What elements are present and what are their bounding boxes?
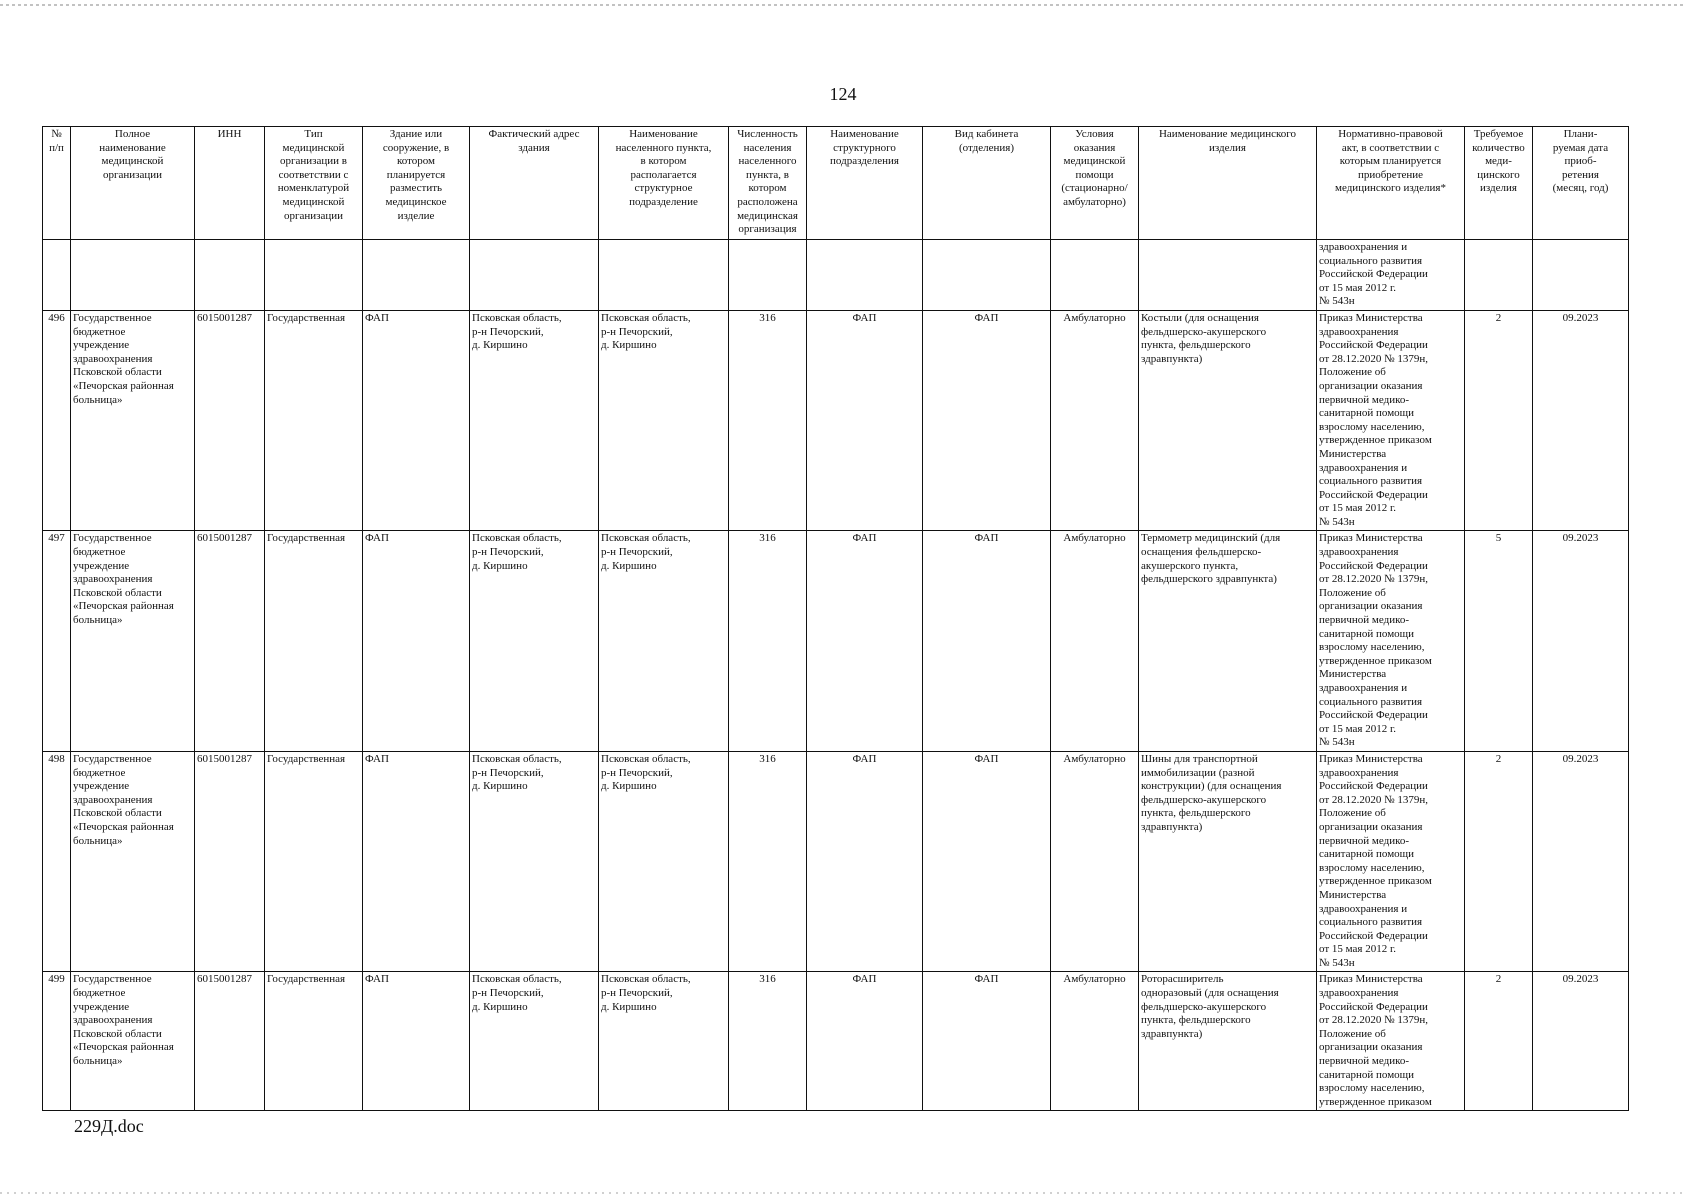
header-cabinet: Вид кабинета (отделения): [923, 127, 1051, 240]
document-filename: 229Д.doc: [74, 1116, 144, 1136]
header-locality: Наименование населенного пункта, в котором располагается структурное подразделение: [599, 127, 729, 240]
cell-num: 496: [43, 310, 71, 531]
cell-address: Псковская область, р-н Печорский, д. Киршино: [470, 531, 599, 752]
cell-org: Государственное бюджетное учреждение здравоохранения Псковской области «Печорская районная больница»: [71, 310, 195, 531]
header-conditions: Условия оказания медицинской помощи (стационарно/ амбулаторно): [1051, 127, 1139, 240]
cell-act: Приказ Министерства здравоохранения Российской Федерации от 28.12.2020 № 1379н, Положение об организации оказания первичной медико- санитарной помощи взрослому населению, утвержденное приказом Министерства здравоохранения и социального развития Российской Федерации от 15 мая 2012 г. № 543н: [1317, 751, 1465, 972]
cell-address: Псковская область, р-н Печорский, д. Киршино: [470, 972, 599, 1111]
medical-devices-table: [42, 126, 1629, 1111]
scan-edge-top: [0, 4, 1686, 6]
cell-conditions: Амбулаторно: [1051, 751, 1139, 972]
table-header-row: [43, 127, 1629, 240]
cell-date: 09.2023: [1533, 751, 1629, 972]
header-population: Численность населения населенного пункта, в котором расположена медицинская организация: [729, 127, 807, 240]
cell-act: здравоохранения и социального развития Российской Федерации от 15 мая 2012 г. № 543н: [1317, 240, 1465, 311]
cell-cabinet: ФАП: [923, 531, 1051, 752]
cell-type: Государственная: [265, 751, 363, 972]
cell-num: 497: [43, 531, 71, 752]
cell-inn: 6015001287: [195, 751, 265, 972]
table-row: [43, 751, 1629, 972]
cell-org: Государственное бюджетное учреждение здравоохранения Псковской области «Печорская районная больница»: [71, 531, 195, 752]
cell-building: ФАП: [363, 531, 470, 752]
header-inn: ИНН: [195, 127, 265, 240]
cell-device: Термометр медицинский (для оснащения фельдшерско- акушерского пункта, фельдшерского здравпункта): [1139, 531, 1317, 752]
cell-cabinet: ФАП: [923, 972, 1051, 1111]
cell-act: Приказ Министерства здравоохранения Российской Федерации от 28.12.2020 № 1379н, Положение об организации оказания первичной медико- санитарной помощи взрослому населению, утвержденное приказом: [1317, 972, 1465, 1111]
cell-act: Приказ Министерства здравоохранения Российской Федерации от 28.12.2020 № 1379н, Положение об организации оказания первичной медико- санитарной помощи взрослому населению, утвержденное приказом Министерства здравоохранения и социального развития Российской Федерации от 15 мая 2012 г. № 543н: [1317, 310, 1465, 531]
page-number: 124: [829, 84, 857, 104]
header-date: Плани- руемая дата приоб- ретения (месяц, год): [1533, 127, 1629, 240]
cell-cabinet: ФАП: [923, 751, 1051, 972]
cell-unit: ФАП: [807, 751, 923, 972]
cell-conditions: Амбулаторно: [1051, 310, 1139, 531]
header-qty: Требуемое количество меди- цинского изделия: [1465, 127, 1533, 240]
header-device: Наименование медицинского изделия: [1139, 127, 1317, 240]
cell-unit: ФАП: [807, 972, 923, 1111]
table-row: [43, 531, 1629, 752]
cell-device: Шины для транспортной иммобилизации (разной конструкции) (для оснащения фельдшерско-акушерского пункта, фельдшерского здравпункта): [1139, 751, 1317, 972]
cell-qty: 2: [1465, 310, 1533, 531]
cell-date: 09.2023: [1533, 972, 1629, 1111]
cell-cabinet: ФАП: [923, 310, 1051, 531]
cell-locality: Псковская область, р-н Печорский, д. Киршино: [599, 531, 729, 752]
header-type: Тип медицинской организации в соответствии с номенклатурой медицинской организации: [265, 127, 363, 240]
cell-device: Роторасширитель одноразовый (для оснащения фельдшерско-акушерского пункта, фельдшерского здравпункта): [1139, 972, 1317, 1111]
cell-building: ФАП: [363, 972, 470, 1111]
cell-inn: 6015001287: [195, 972, 265, 1111]
table-row: [43, 972, 1629, 1111]
cell-locality: Псковская область, р-н Печорский, д. Киршино: [599, 310, 729, 531]
cell-population: 316: [729, 751, 807, 972]
cell-address: Псковская область, р-н Печорский, д. Киршино: [470, 310, 599, 531]
cell-type: Государственная: [265, 531, 363, 752]
cell-population: 316: [729, 310, 807, 531]
cell-org: Государственное бюджетное учреждение здравоохранения Псковской области «Печорская районная больница»: [71, 972, 195, 1111]
cell-inn: 6015001287: [195, 310, 265, 531]
cell-qty: 2: [1465, 972, 1533, 1111]
header-org: Полное наименование медицинской организации: [71, 127, 195, 240]
cell-type: Государственная: [265, 310, 363, 531]
header-address: Фактический адрес здания: [470, 127, 599, 240]
cell-inn: 6015001287: [195, 531, 265, 752]
cell-building: ФАП: [363, 310, 470, 531]
cell-unit: ФАП: [807, 310, 923, 531]
scan-edge-bottom: [0, 1192, 1686, 1194]
cell-qty: 2: [1465, 751, 1533, 972]
cell-conditions: Амбулаторно: [1051, 972, 1139, 1111]
cell-date: 09.2023: [1533, 531, 1629, 752]
cell-type: Государственная: [265, 972, 363, 1111]
header-building: Здание или сооружение, в котором планируется разместить медицинское изделие: [363, 127, 470, 240]
cell-device: Костыли (для оснащения фельдшерско-акушерского пункта, фельдшерского здравпункта): [1139, 310, 1317, 531]
cell-address: Псковская область, р-н Печорский, д. Киршино: [470, 751, 599, 972]
cell-population: 316: [729, 972, 807, 1111]
table-row-continuation: [43, 240, 1629, 311]
cell-act: Приказ Министерства здравоохранения Российской Федерации от 28.12.2020 № 1379н, Положение об организации оказания первичной медико- санитарной помощи взрослому населению, утвержденное приказом Министерства здравоохранения и социального развития Российской Федерации от 15 мая 2012 г. № 543н: [1317, 531, 1465, 752]
cell-conditions: Амбулаторно: [1051, 531, 1139, 752]
cell-building: ФАП: [363, 751, 470, 972]
table-row: [43, 310, 1629, 531]
cell-population: 316: [729, 531, 807, 752]
cell-unit: ФАП: [807, 531, 923, 752]
cell-locality: Псковская область, р-н Печорский, д. Киршино: [599, 751, 729, 972]
cell-num: 498: [43, 751, 71, 972]
cell-locality: Псковская область, р-н Печорский, д. Киршино: [599, 972, 729, 1111]
cell-qty: 5: [1465, 531, 1533, 752]
header-act: Нормативно-правовой акт, в соответствии с которым планируется приобретение медицинского изделия*: [1317, 127, 1465, 240]
cell-org: Государственное бюджетное учреждение здравоохранения Псковской области «Печорская районная больница»: [71, 751, 195, 972]
cell-num: 499: [43, 972, 71, 1111]
cell-date: 09.2023: [1533, 310, 1629, 531]
header-num: № п/п: [43, 127, 71, 240]
header-unit: Наименование структурного подразделения: [807, 127, 923, 240]
